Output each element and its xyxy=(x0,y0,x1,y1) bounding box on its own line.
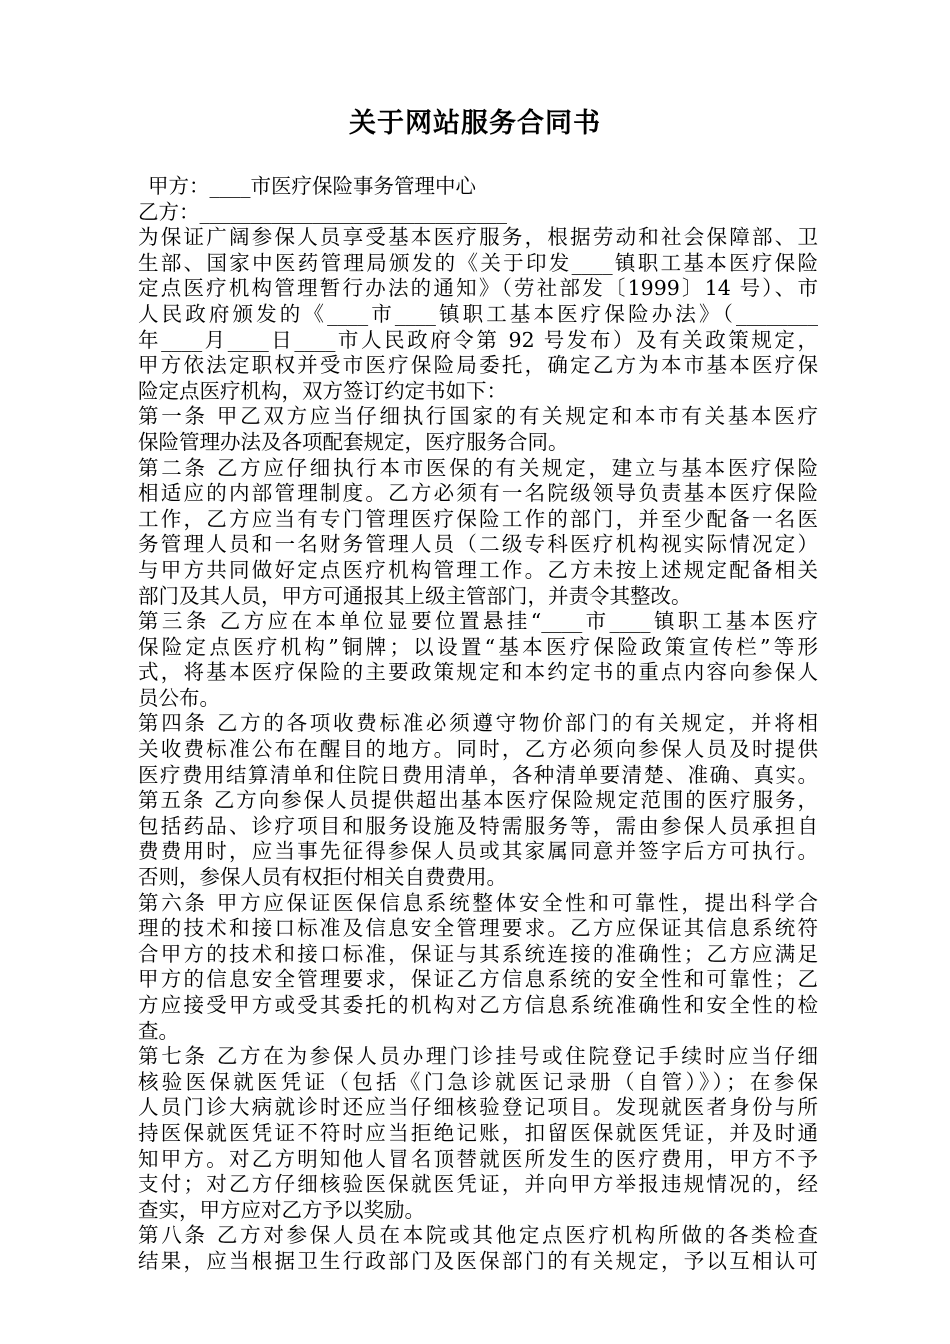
party-a-line: 甲方：____市医疗保险事务管理中心 xyxy=(148,174,476,198)
article-line: 支付；对乙方仔细核验医保就医凭证，并向甲方举报违规情况的，经 xyxy=(138,1172,818,1197)
article-line: 第八条 乙方对参保人员在本院或其他定点医疗机构所做的各类检查 xyxy=(138,1223,818,1248)
article-line: 员公布。 xyxy=(138,685,220,710)
article-line: 第七条 乙方在为参保人员办理门诊挂号或住院登记手续时应当仔细 xyxy=(138,1044,818,1069)
article-line: 第六条 甲方应保证医保信息系统整体安全性和可靠性，提出科学合 xyxy=(138,890,818,915)
article-line: 方应接受甲方或受其委托的机构对乙方信息系统准确性和安全性的检 xyxy=(138,993,818,1017)
article-line: 医疗费用结算清单和住院日费用清单，各种清单要清楚、准确、真实。 xyxy=(138,762,818,787)
preamble-line: 人民政府颁发的《____市____镇职工基本医疗保险办法》（________ xyxy=(138,301,818,326)
article-line: 第二条 乙方应仔细执行本市医保的有关规定，建立与基本医疗保险 xyxy=(138,455,818,480)
article-line: 第五条 乙方向参保人员提供超出基本医疗保险规定范围的医疗服务， xyxy=(138,788,818,813)
article-line: 持医保就医凭证不符时应当拒绝记账，扣留医保就医凭证，并及时通 xyxy=(138,1120,818,1145)
article-line: 查实，甲方应对乙方予以奖励。 xyxy=(138,1197,425,1222)
preamble-line: 险定点医疗机构，双方签订约定书如下： xyxy=(138,378,507,403)
article-line: 包括药品、诊疗项目和服务设施及特需服务等，需由参保人员承担自 xyxy=(138,813,818,838)
article-line: 人员门诊大病就诊时还应当仔细核验登记项目。发现就医者身份与所 xyxy=(138,1095,818,1120)
article-line: 核验医保就医凭证（包括《门急诊就医记录册（自管）》）；在参保 xyxy=(138,1069,818,1094)
article-line: 甲方的信息安全管理要求，保证乙方信息系统的安全性和可靠性；乙 xyxy=(138,967,818,992)
article-line: 相适应的内部管理制度。乙方必须有一名院级领导负责基本医疗保险 xyxy=(138,481,818,506)
article-line: 费费用时，应当事先征得参保人员或其家属同意并签字后方可执行。 xyxy=(138,839,818,864)
document-body xyxy=(138,174,818,1275)
article-line: 查。 xyxy=(138,1018,179,1043)
article-line: 务管理人员和一名财务管理人员（二级专科医疗机构视实际情况定） xyxy=(138,532,818,557)
preamble-line: 为保证广阔参保人员享受基本医疗服务，根据劳动和社会保障部、卫 xyxy=(138,225,818,250)
article-line: 第一条 甲乙双方应当仔细执行国家的有关规定和本市有关基本医疗 xyxy=(138,404,818,429)
party-b-line: 乙方：______________________________ xyxy=(138,199,507,224)
document-title: 关于网站服务合同书 xyxy=(349,108,601,139)
article-line: 工作，乙方应当有专门管理医疗保险工作的部门，并至少配备一名医 xyxy=(138,506,818,531)
article-line: 第三条 乙方应在本单位显要位置悬挂“____市____镇职工基本医疗 xyxy=(138,609,818,634)
article-line: 关收费标准公布在醒目的地方。同时，乙方必须向参保人员及时提供 xyxy=(138,737,818,762)
article-line: 否则，参保人员有权拒付相关自费费用。 xyxy=(138,865,507,890)
article-line: 保险定点医疗机构”铜牌；以设置“基本医疗保险政策宣传栏”等形 xyxy=(138,634,818,659)
article-line: 部门及其人员，甲方可通报其上级主管部门，并责令其整改。 xyxy=(138,583,692,608)
article-line: 结果，应当根据卫生行政部门及医保部门的有关规定，予以互相认可 xyxy=(138,1248,818,1273)
preamble-line: 甲方依法定职权并受市医疗保险局委托，确定乙方为本市基本医疗保 xyxy=(138,353,818,378)
article-line: 第四条 乙方的各项收费标准必须遵守物价部门的有关规定，并将相 xyxy=(138,711,818,736)
preamble-line: 生部、国家中医药管理局颁发的《关于印发____镇职工基本医疗保险 xyxy=(138,250,818,275)
article-line: 合甲方的技术和接口标准，保证与其系统连接的准确性；乙方应满足 xyxy=(138,941,818,966)
article-line: 式，将基本医疗保险的主要政策规定和本约定书的重点内容向参保人 xyxy=(138,660,818,685)
preamble-line: 年____月____日____市人民政府令第 92 号发布）及有关政策规定， xyxy=(138,327,818,352)
article-line: 与甲方共同做好定点医疗机构管理工作。乙方未按上述规定配备相关 xyxy=(138,557,818,582)
article-line: 理的技术和接口标准及信息安全管理要求。乙方应保证其信息系统符 xyxy=(138,916,818,941)
article-line: 知甲方。对乙方明知他人冒名顶替就医所发生的医疗费用，甲方不予 xyxy=(138,1146,818,1171)
preamble-line: 定点医疗机构管理暂行办法的通知》（劳社部发〔1999〕14 号）、市 xyxy=(138,276,818,301)
article-line: 保险管理办法及各项配套规定，医疗服务合同。 xyxy=(138,429,569,454)
